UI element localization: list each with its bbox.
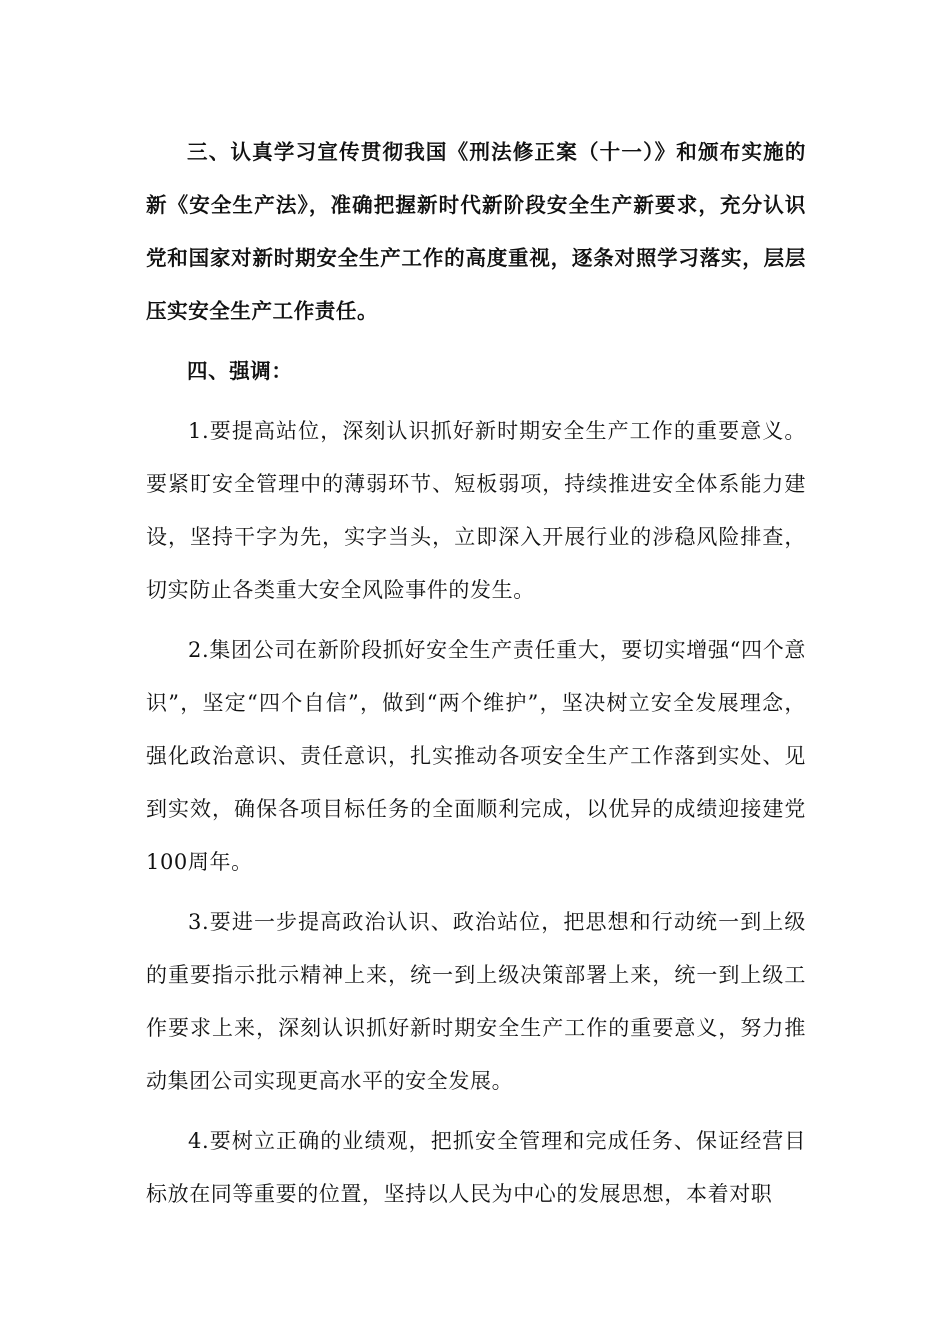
section-four-heading: 四、强调： xyxy=(187,359,293,383)
list-item-4: 4.要树立正确的业绩观，把抓安全管理和完成任务、保证经营目标放在同等重要的位置，坚持以人民为中心的发展思想，本着对职 xyxy=(146,1129,806,1206)
list-item-1: 1.要提高站位，深刻认识抓好新时期安全生产工作的重要意义。要紧盯安全管理中的薄弱环节、短板弱项，持续推进安全体系能力建设，坚持干字为先，实字当头，立即深入开展行业的涉稳风险排查，切实防止各类重大安全风险事件的发生。 xyxy=(146,419,806,602)
document-body xyxy=(146,126,806,1228)
list-item-2: 2.集团公司在新阶段抓好安全生产责任重大，要切实增强“四个意识”，坚定“四个自信”，做到“两个维护”，坚决树立安全发展理念，强化政治意识、责任意识，扎实推动各项安全生产工作落到实处、见到实效，确保各项目标任务的全面顺利完成，以优异的成绩迎接建党100周年。 xyxy=(146,638,806,874)
list-item-3: 3.要进一步提高政治认识、政治站位，把思想和行动统一到上级的重要指示批示精神上来，统一到上级决策部署上来，统一到上级工作要求上来，深刻认识抓好新时期安全生产工作的重要意义，努力推动集团公司实现更高水平的安全发展。 xyxy=(146,910,806,1093)
section-three-paragraph: 三、认真学习宣传贯彻我国《刑法修正案（十一）》和颁布实施的新《安全生产法》，准确把握新时代新阶段安全生产新要求，充分认识党和国家对新时期安全生产工作的高度重视，逐条对照学习落实，层层压实安全生产工作责任。 xyxy=(146,140,806,323)
